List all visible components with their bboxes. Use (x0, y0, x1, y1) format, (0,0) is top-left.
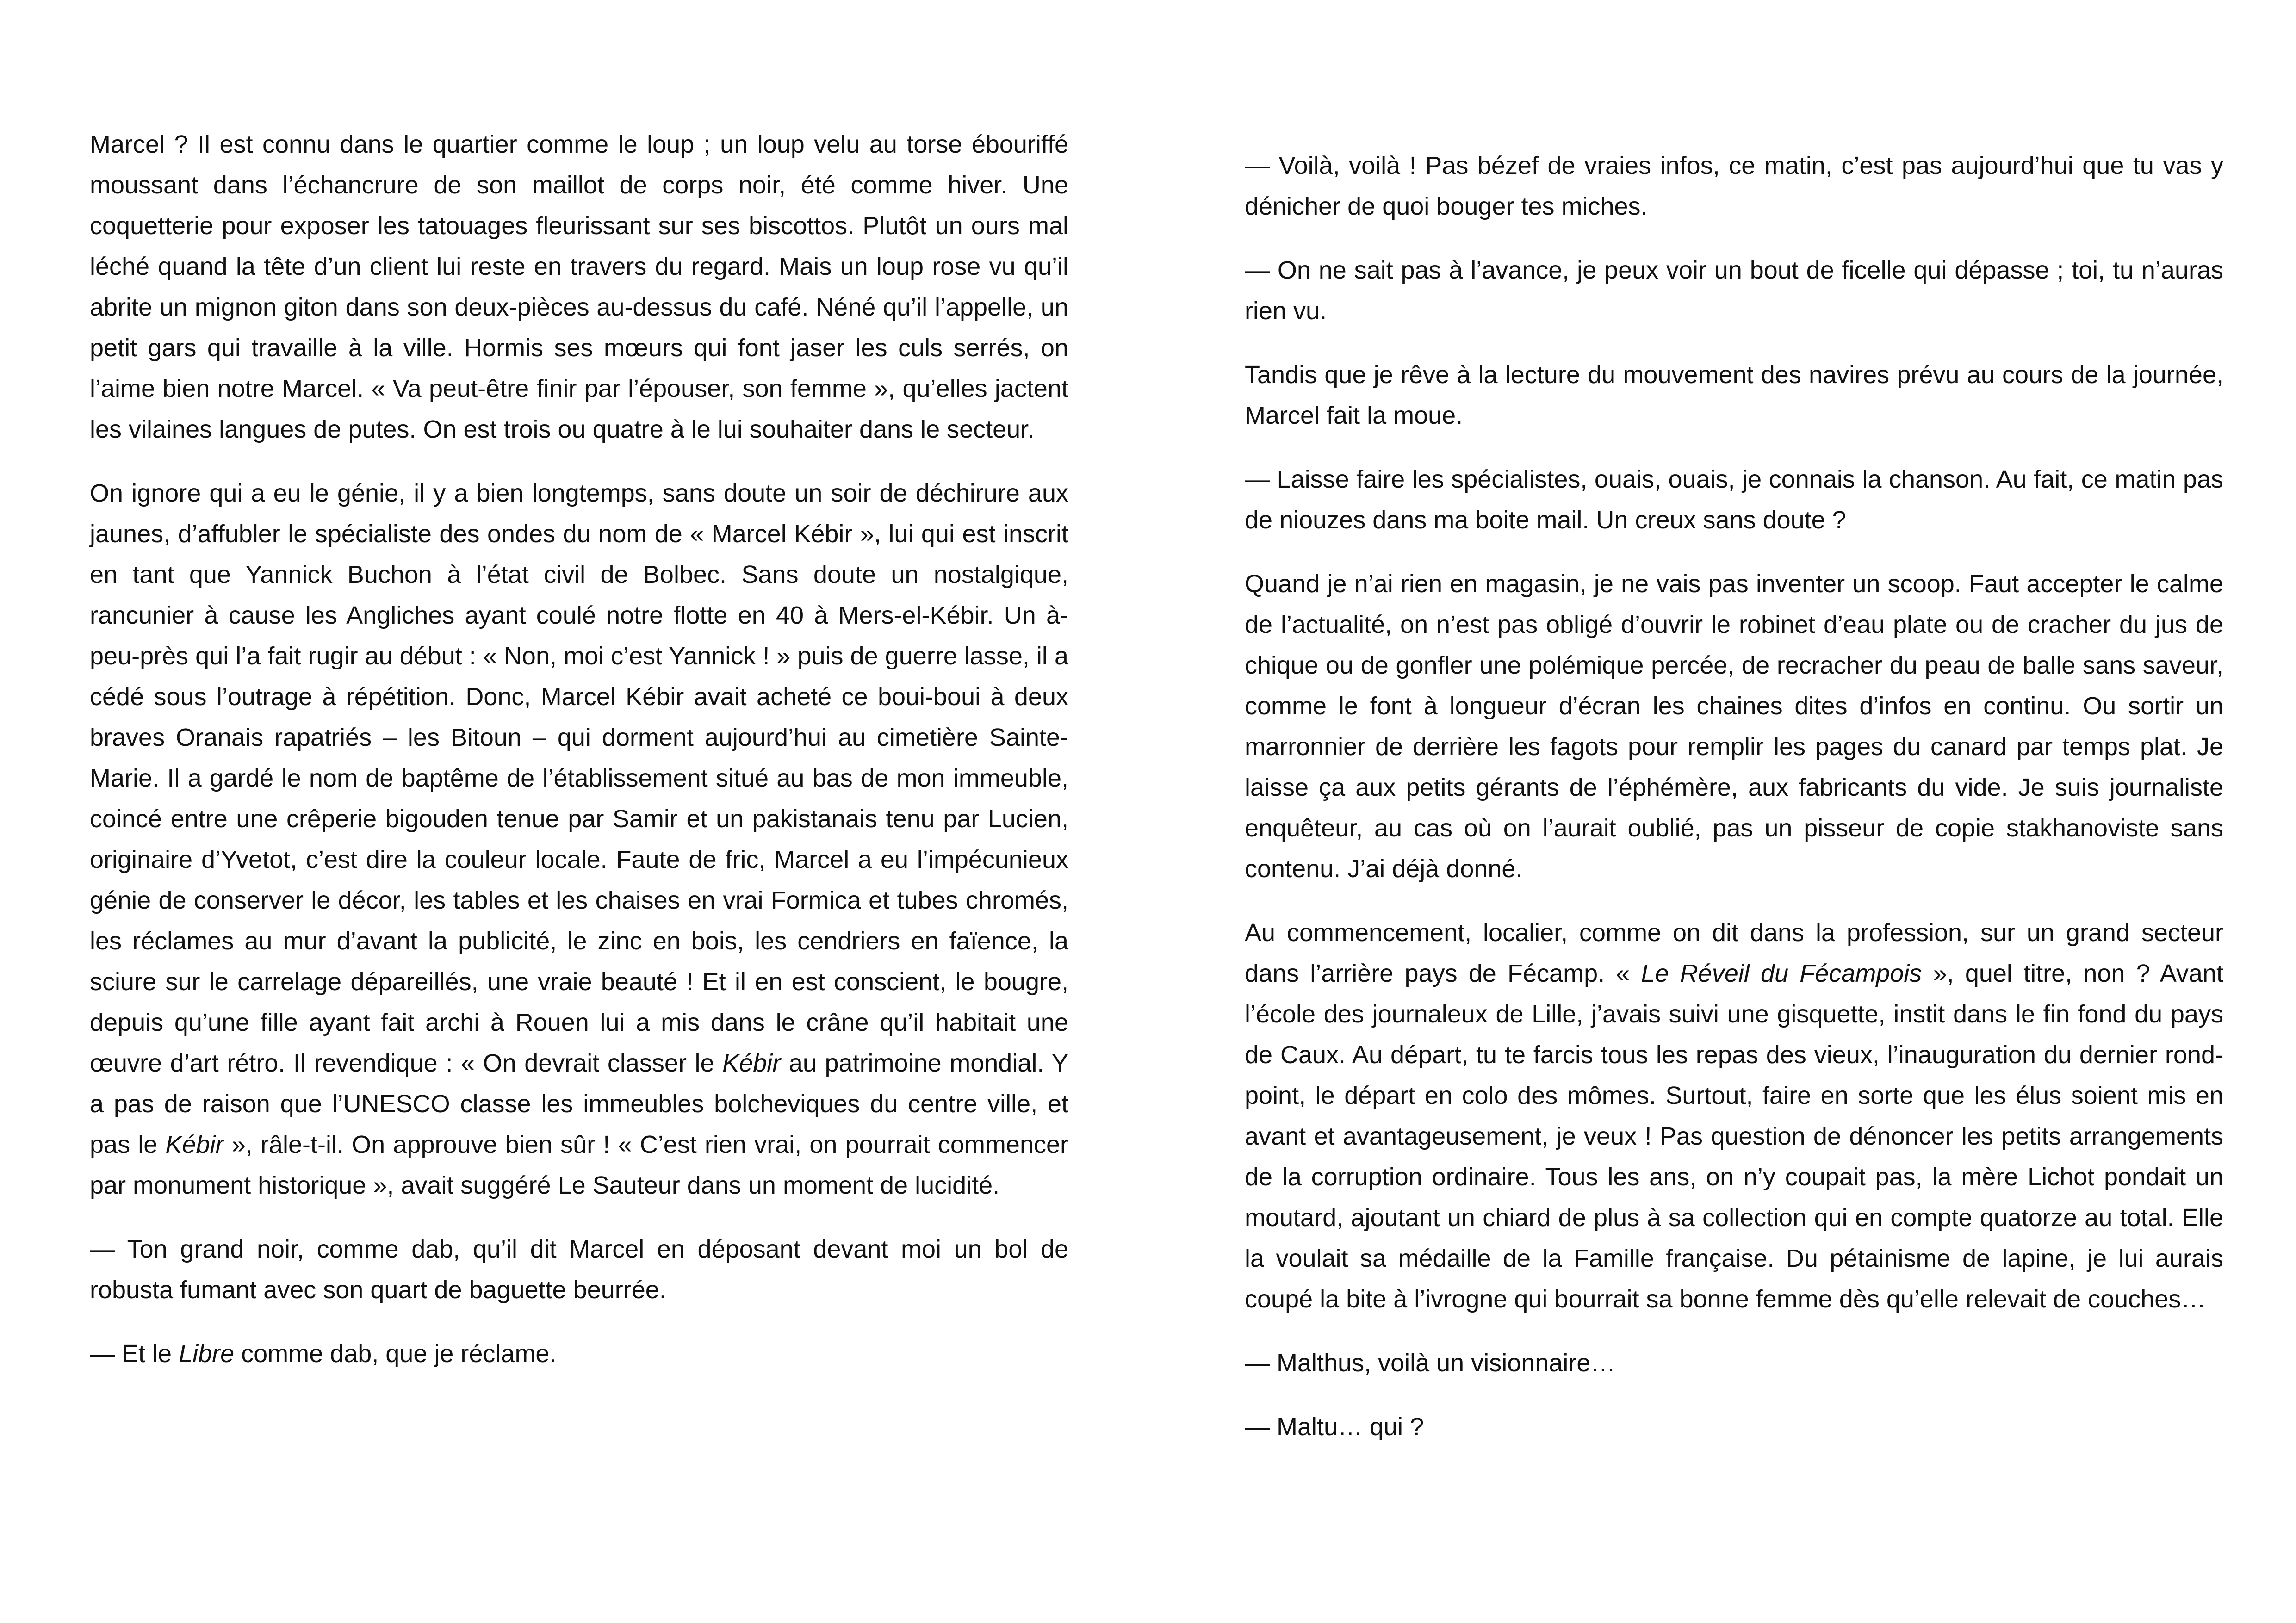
italic-title: Kébir (722, 1049, 781, 1077)
text-run: — Ton grand noir, comme dab, qu’il dit Marcel en déposant devant moi un bol de robusta fumant avec son quart de baguette beurrée. (90, 1235, 1068, 1304)
dialogue-line (90, 1333, 1068, 1374)
right-page (1245, 145, 2223, 1470)
text-run: — Malthus, voilà un visionnaire… (1245, 1349, 1616, 1377)
text-run: », quel titre, non ? Avant l’école des journaleux de Lille, j’avais suivi une gisquette, instit dans le fin fond du pays de Caux. Au départ, tu te farcis tous les repas des vieux, l’inauguration du dernier rond-point, le départ en colo des mômes. Surtout, faire en sorte que les élus soient mis en avant et avantageusement, je veux ! Pas question de dénoncer les petits arrangements de la corruption ordinaire. Tous les ans, on n’y coupait pas, la mère Lichot pondait un moutard, ajoutant un chiard de plus à sa collection qui en compte quatorze au total. Elle la voulait sa médaille de la Famille française. Du pétainisme de lapine, je lui aurais coupé la bite à l’ivrogne qui bourrait sa bonne femme dès qu’elle relevait de couches… (1245, 960, 2223, 1313)
dialogue-line (1245, 250, 2223, 331)
paragraph (1245, 564, 2223, 889)
dialogue-line (1245, 1343, 2223, 1383)
text-run: Quand je n’ai rien en magasin, je ne vais pas inventer un scoop. Faut accepter le calme de l’actualité, on n’est pas obligé d’ouvrir le robinet d’eau plate ou de cracher du jus de chique ou de gonfler une polémique percée, de recracher du peau de balle sans saveur, comme le font à longueur d’écran les chaines dites d’infos en continu. Ou sortir un marronnier de derrière les fagots pour remplir les pages du canard par temps plat. Je laisse ça aux petits gérants de l’éphémère, aux fabricants du vide. Je suis journaliste enquêteur, au cas où on l’aurait oublié, pas un pisseur de copie stakhanoviste sans contenu. J’ai déjà donné. (1245, 570, 2223, 883)
text-run: On ignore qui a eu le génie, il y a bien longtemps, sans doute un soir de déchirure aux jaunes, d’affubler le spécialiste des ondes du nom de « Marcel Kébir », lui qui est inscrit en tant que Yannick Buchon à l’état civil de Bolbec. Sans doute un nostalgique, rancunier à cause les Angliches ayant coulé notre flotte en 40 à Mers-el-Kébir. Un à-peu-près qui l’a fait rugir au début : « Non, moi c’est Yannick ! » puis de guerre lasse, il a cédé sous l’outrage à répétition. Donc, Marcel Kébir avait acheté ce boui-boui à deux braves Oranais rapatriés – les Bitoun – qui dorment aujourd’hui au cimetière Sainte-Marie. Il a gardé le nom de baptême de l’établissement situé au bas de mon immeuble, coincé entre une crêperie bigouden tenue par Samir et un pakistanais tenu par Lucien, originaire d’Yvetot, c’est dire la couleur locale. Faute de fric, Marcel a eu l’impécunieux génie de conserver le décor, les tables et les chaises en vrai Formica et tubes chromés, les réclames au mur d’avant la publicité, le zinc en bois, les cendriers en faïence, la sciure sur le carrelage dépareillés, une vraie beauté ! Et il en est conscient, le bougre, depuis qu’une fille ayant fait archi à Rouen lui a mis dans le crâne qu’il habitait une œuvre d’art rétro. Il revendique : « On devrait classer le (90, 479, 1068, 1077)
paragraph (1245, 912, 2223, 1319)
dialogue-line (1245, 145, 2223, 227)
italic-title: Libre (179, 1340, 235, 1368)
text-run: comme dab, que je réclame. (234, 1340, 557, 1368)
dialogue-line (1245, 459, 2223, 540)
text-run: — Laisse faire les spécialistes, ouais, ouais, je connais la chanson. Au fait, ce matin pas de niouzes dans ma boite mail. Un creux sans doute ? (1245, 465, 2223, 534)
text-run: Marcel ? Il est connu dans le quartier comme le loup ; un loup velu au torse ébouriffé moussant dans l’échancrure de son maillot de corps noir, été comme hiver. Une coquetterie pour exposer les tatouages fleurissant sur ses biscottos. Plutôt un ours mal léché quand la tête d’un client lui reste en travers du regard. Mais un loup rose vu qu’il abrite un mignon giton dans son deux-pièces au-dessus du café. Néné qu’il l’appelle, un petit gars qui travaille à la ville. Hormis ses mœurs qui font jaser les culs serrés, on l’aime bien notre Marcel. « Va peut-être finir par l’épouser, son femme », qu’elles jactent les vilaines langues de putes. On est trois ou quatre à le lui souhaiter dans le secteur. (90, 130, 1068, 443)
dialogue-line (90, 1229, 1068, 1310)
paragraph (1245, 354, 2223, 436)
text-run: au patrimoine mondial. Y a pas de raison que l’UNESCO classe les immeubles bolcheviques du centre ville, et pas le (90, 1049, 1068, 1158)
italic-title: Le Réveil du Fécampois (1641, 960, 1922, 987)
dialogue-line (1245, 1406, 2223, 1447)
paragraph (90, 473, 1068, 1206)
italic-title: Kébir (165, 1131, 224, 1158)
text-run: Tandis que je rêve à la lecture du mouvement des navires prévu au cours de la journée, Marcel fait la moue. (1245, 361, 2223, 429)
paragraph (90, 124, 1068, 450)
text-run: », râle-t-il. On approuve bien sûr ! « C’est rien vrai, on pourrait commencer par monument historique », avait suggéré Le Sauteur dans un moment de lucidité. (90, 1131, 1068, 1199)
text-run: — Maltu… qui ? (1245, 1413, 1424, 1441)
left-page (90, 124, 1068, 1397)
text-run: — On ne sait pas à l’avance, je peux voir un bout de ficelle qui dépasse ; toi, tu n’auras rien vu. (1245, 256, 2223, 325)
text-run: — Et le (90, 1340, 179, 1368)
text-run: Au commencement, localier, comme on dit dans la profession, sur un grand secteur dans l’arrière pays de Fécamp. « (1245, 919, 2223, 987)
text-run: — Voilà, voilà ! Pas bézef de vraies infos, ce matin, c’est pas aujourd’hui que tu vas y dénicher de quoi bouger tes miches. (1245, 152, 2223, 220)
